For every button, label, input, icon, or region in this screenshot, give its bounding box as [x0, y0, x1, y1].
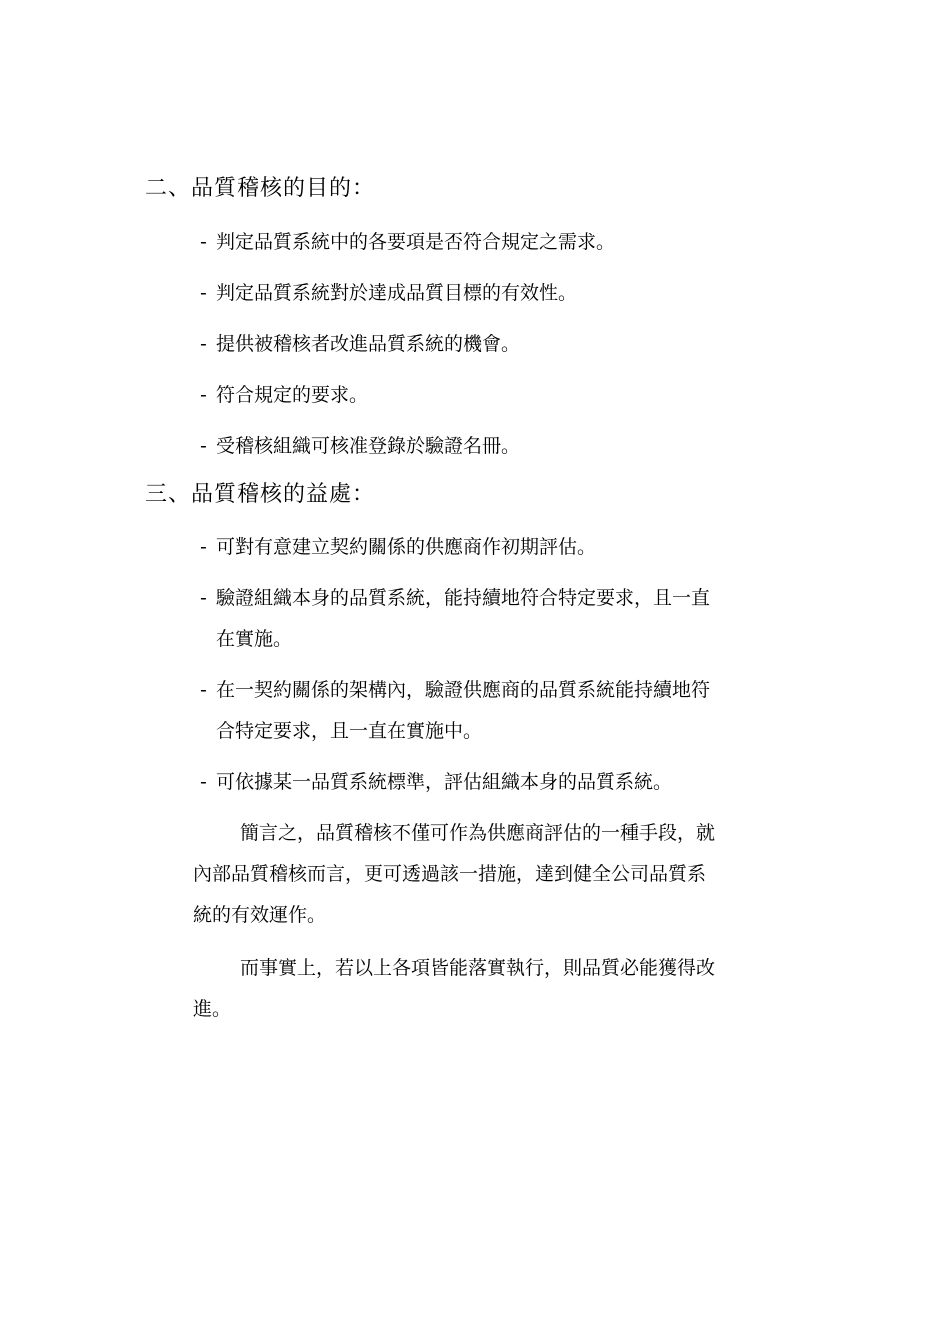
list-item	[200, 324, 810, 365]
list-item-text: 提供被稽核者改進品質系統的機會。	[216, 333, 521, 355]
list-item	[200, 222, 810, 263]
list-item	[200, 273, 810, 314]
paragraph-line: 簡言之，品質稽核不僅可作為供應商評估的一種手段，就	[240, 822, 716, 844]
bullet-marker: -	[200, 333, 207, 355]
bullet-marker: -	[200, 435, 207, 457]
bullet-marker: -	[200, 587, 207, 609]
list-item-text: 可對有意建立契約關係的供應商作初期評估。	[216, 536, 597, 558]
bullet-marker: -	[200, 231, 207, 253]
bullet-marker: -	[200, 771, 207, 793]
list-item-text: 驗證組織本身的品質系統，能持續地符合特定要求，且一直	[216, 587, 711, 609]
list-item-text: 符合規定的要求。	[216, 384, 369, 406]
list-item-text: 判定品質系統對於達成品質目標的有效性。	[216, 282, 578, 304]
list-item	[200, 578, 810, 660]
list-item-text-continued: 合特定要求，且一直在實施中。	[216, 720, 483, 742]
bullet-marker: -	[200, 536, 207, 558]
paragraph-line: 統的有效運作。	[193, 904, 327, 926]
list-item	[200, 762, 810, 803]
list-item	[200, 426, 810, 467]
conclusion-paragraph	[193, 948, 813, 1030]
bullet-marker: -	[200, 282, 207, 304]
section-heading-purpose: 二、品質稽核的目的：	[145, 176, 376, 201]
list-item-text-continued: 在實施。	[216, 628, 293, 650]
list-item	[200, 670, 810, 752]
list-item	[200, 375, 810, 416]
bullet-marker: -	[200, 679, 207, 701]
list-item-text: 在一契約關係的架構內，驗證供應商的品質系統能持續地符	[216, 679, 711, 701]
paragraph-line: 而事實上，若以上各項皆能落實執行，則品質必能獲得改	[240, 957, 716, 979]
bullet-marker: -	[200, 384, 207, 406]
list-item	[200, 527, 810, 568]
paragraph-line: 進。	[193, 998, 232, 1020]
paragraph-line: 內部品質稽核而言，更可透過該一措施，達到健全公司品質系	[193, 863, 707, 885]
list-item-text: 受稽核組織可核准登錄於驗證名冊。	[216, 435, 521, 457]
section-heading-benefit: 三、品質稽核的益處：	[145, 482, 376, 507]
list-item-text: 判定品質系統中的各要項是否符合規定之需求。	[216, 231, 616, 253]
summary-paragraph	[193, 813, 813, 936]
list-item-text: 可依據某一品質系統標準，評估組織本身的品質系統。	[216, 771, 673, 793]
